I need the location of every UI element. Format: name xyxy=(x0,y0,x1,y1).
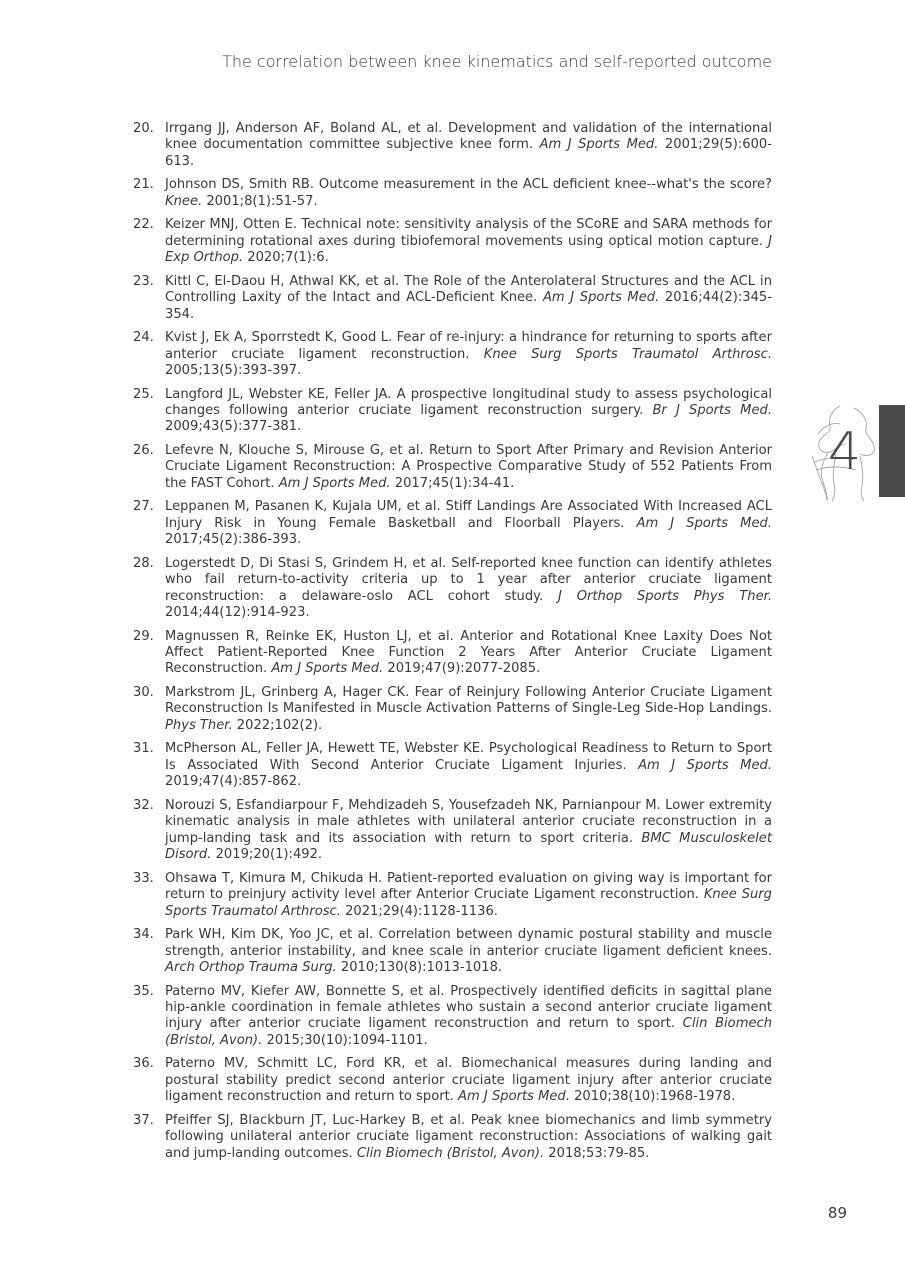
reference-number: 34. xyxy=(133,927,154,943)
reference-text: Park WH, Kim DK, Yoo JC, et al. Correlation between dynamic postural stability and muscle strength, anterior instability, and knee scale in anterior cruciate ligament deficient knees. xyxy=(165,927,772,959)
reference-number: 24. xyxy=(133,330,154,346)
reference-citation: 2017;45(1):34-41. xyxy=(390,475,515,491)
reference-journal: Arch Orthop Trauma Surg. xyxy=(165,959,337,975)
reference-number: 30. xyxy=(133,685,154,701)
reference-journal: BMC Musculoskelet Disord. xyxy=(165,830,772,863)
reference-text: Magnussen R, Reinke EK, Huston LJ, et al. Anterior and Rotational Knee Laxity Does Not Affect Patient-Reported Knee Function 2 Years After Anterior Cruciate Ligament Reconstruction. xyxy=(165,628,772,677)
reference-journal: Am J Sports Med. xyxy=(458,1089,570,1105)
reference-item xyxy=(133,330,772,379)
reference-text: Paterno MV, Schmitt LC, Ford KR, et al. Biomechanical measures during landing and postural stability predict second anterior cruciate ligament injury after anterior cruciate ligament reconstruction and return to sport. xyxy=(165,1056,772,1105)
reference-text: Lefevre N, Klouche S, Mirouse G, et al. Return to Sport After Primary and Revision Anterior Cruciate Ligament Reconstruction: A Prospective Comparative Study of 552 Patients From the FAST Cohort. xyxy=(165,443,772,491)
reference-text: Johnson DS, Smith RB. Outcome measurement in the ACL deficient knee--what's the score? xyxy=(165,177,772,193)
reference-citation: 2010;38(10):1968-1978. xyxy=(569,1089,736,1105)
reference-citation: 2022;102(2). xyxy=(232,717,323,733)
reference-text: Pfeiffer SJ, Blackburn JT, Luc-Harkey B, et al. Peak knee biomechanics and limb symmetry following unilateral anterior cruciate ligament reconstruction: Associations of walking gait and jump-landing outcomes. xyxy=(165,1112,772,1161)
reference-number: 21. xyxy=(133,177,154,193)
reference-text: Ohsawa T, Kimura M, Chikuda H. Patient-reported evaluation on giving way is important for return to preinjury activity level after Anterior Cruciate Ligament reconstruction. xyxy=(165,870,772,903)
reference-item xyxy=(133,217,772,266)
page-number: 89 xyxy=(827,1204,847,1222)
reference-citation: 2001;8(1):51-57. xyxy=(202,193,318,209)
reference-text: Leppanen M, Pasanen K, Kujala UM, et al. Stiff Landings Are Associated With Increased ACL Injury Risk in Young Female Basketball and Floorball Players. xyxy=(165,499,772,531)
reference-item xyxy=(133,177,772,210)
reference-number: 36. xyxy=(133,1056,154,1072)
reference-citation: 2005;13(5):393-397. xyxy=(165,363,302,379)
reference-item xyxy=(133,121,772,170)
reference-citation: 2010;130(8):1013-1018. xyxy=(336,959,503,975)
reference-number: 26. xyxy=(133,443,154,459)
reference-journal: Am J Sports Med. xyxy=(638,757,772,773)
reference-number: 32. xyxy=(133,797,154,813)
reference-number: 27. xyxy=(133,499,154,515)
reference-item xyxy=(133,387,772,436)
reference-number: 28. xyxy=(133,555,154,571)
reference-number: 22. xyxy=(133,217,154,233)
reference-number: 25. xyxy=(133,386,154,402)
reference-citation: 2014;44(12):914-923. xyxy=(165,605,310,621)
reference-citation: 2019;47(9):2077-2085. xyxy=(383,661,541,677)
reference-citation: 2009;43(5):377-381. xyxy=(165,419,302,435)
reference-number: 37. xyxy=(133,1112,154,1128)
reference-text: Paterno MV, Kiefer AW, Bonnette S, et al. Prospectively identified deficits in sagittal plane hip-ankle coordination in female athletes who sustain a second anterior cruciate ligament injury after anterior cruciate ligament reconstruction and return to sport. xyxy=(165,983,772,1032)
reference-number: 35. xyxy=(133,983,154,999)
reference-journal: Knee Surg Sports Traumatol Arthrosc. xyxy=(165,887,772,919)
reference-item xyxy=(133,499,772,548)
reference-text: Irrgang JJ, Anderson AF, Boland AL, et al. Development and validation of the international knee documentation committee subjective knee form. xyxy=(165,121,772,153)
chapter-number: 4 xyxy=(828,422,862,482)
reference-journal: Am J Sports Med. xyxy=(278,475,391,491)
reference-citation: 2021;29(4):1128-1136. xyxy=(340,903,498,919)
reference-item xyxy=(133,798,772,864)
reference-citation: 2001;29(5):600-613. xyxy=(165,137,772,169)
reference-number: 23. xyxy=(133,273,154,289)
reference-item xyxy=(133,685,772,734)
reference-text: Norouzi S, Esfandiarpour F, Mehdizadeh S, Yousefzadeh NK, Parnianpour M. Lower extremity kinematic analysis in male athletes with unilateral anterior cruciate reconstruction in a jump-landing task and its association with return to sport criteria. xyxy=(165,797,772,846)
reference-list xyxy=(133,121,772,1169)
reference-journal: Am J Sports Med. xyxy=(542,290,660,306)
reference-journal: Knee. xyxy=(165,193,203,209)
reference-journal: Knee Surg Sports Traumatol Arthrosc. xyxy=(483,346,772,362)
reference-journal: Am J Sports Med. xyxy=(636,515,772,531)
reference-item xyxy=(133,556,772,622)
reference-text: Kvist J, Ek A, Sporrstedt K, Good L. Fear of re-injury: a hindrance for returning to sports after anterior cruciate ligament reconstruction. xyxy=(165,330,772,362)
reference-number: 31. xyxy=(133,741,154,757)
reference-citation: 2015;30(10):1094-1101. xyxy=(262,1032,428,1048)
reference-citation: 2019;20(1):492. xyxy=(211,847,323,863)
reference-number: 29. xyxy=(133,628,154,644)
reference-citation: 2017;45(2):386-393. xyxy=(165,532,302,548)
running-head: The correlation between knee kinematics and self-reported outcome xyxy=(222,52,772,71)
reference-number: 20. xyxy=(133,121,154,136)
reference-citation: 2016;44(2):345-354. xyxy=(165,290,772,322)
reference-text: Keizer MNJ, Otten E. Technical note: sensitivity analysis of the SCoRE and SARA methods for determining rotational axes during tibiofemoral movements using optical motion capture. xyxy=(165,217,772,249)
reference-item xyxy=(133,443,772,492)
reference-item xyxy=(133,1113,772,1162)
reference-item xyxy=(133,629,772,678)
reference-journal: Am J Sports Med. xyxy=(539,137,659,153)
reference-item xyxy=(133,1056,772,1105)
reference-text: Langford JL, Webster KE, Feller JA. A prospective longitudinal study to assess psychological changes following anterior cruciate ligament reconstruction surgery. xyxy=(165,386,772,419)
reference-journal: Clin Biomech (Bristol, Avon). xyxy=(165,1016,773,1048)
reference-text: Markstrom JL, Grinberg A, Hager CK. Fear of Reinjury Following Anterior Cruciate Ligament Reconstruction Is Manifested in Muscle Activation Patterns of Single-Leg Side-Hop Landings. xyxy=(165,685,772,717)
reference-text: Logerstedt D, Di Stasi S, Grindem H, et al. Self-reported knee function can identify athletes who fail return-to-activity criteria up to 1 year after anterior cruciate ligament reconstruction: a delaware-oslo ACL cohort study. xyxy=(165,555,772,604)
reference-journal: Br J Sports Med. xyxy=(652,403,772,419)
reference-journal: J Orthop Sports Phys Ther. xyxy=(558,588,772,604)
reference-journal: Clin Biomech (Bristol, Avon). xyxy=(356,1145,545,1161)
reference-item xyxy=(133,927,772,976)
reference-journal: Am J Sports Med. xyxy=(271,661,384,677)
reference-item xyxy=(133,274,772,323)
reference-number: 33. xyxy=(133,870,154,886)
reference-item xyxy=(133,741,772,790)
reference-citation: 2018;53:79-85. xyxy=(544,1145,650,1161)
reference-item xyxy=(133,871,772,920)
reference-item xyxy=(133,984,772,1050)
reference-text: McPherson AL, Feller JA, Hewett TE, Webster KE. Psychological Readiness to Return to Sport Is Associated With Second Anterior Cruciate Ligament Injuries. xyxy=(165,741,772,773)
reference-text: Kittl C, El-Daou H, Athwal KK, et al. The Role of the Anterolateral Structures and the ACL in Controlling Laxity of the Intact and ACL-Deficient Knee. xyxy=(165,273,772,306)
reference-journal: J Exp Orthop. xyxy=(165,233,772,266)
reference-citation: 2020;7(1):6. xyxy=(243,250,329,266)
reference-journal: Phys Ther. xyxy=(165,717,233,733)
reference-citation: 2019;47(4):857-862. xyxy=(165,774,302,790)
